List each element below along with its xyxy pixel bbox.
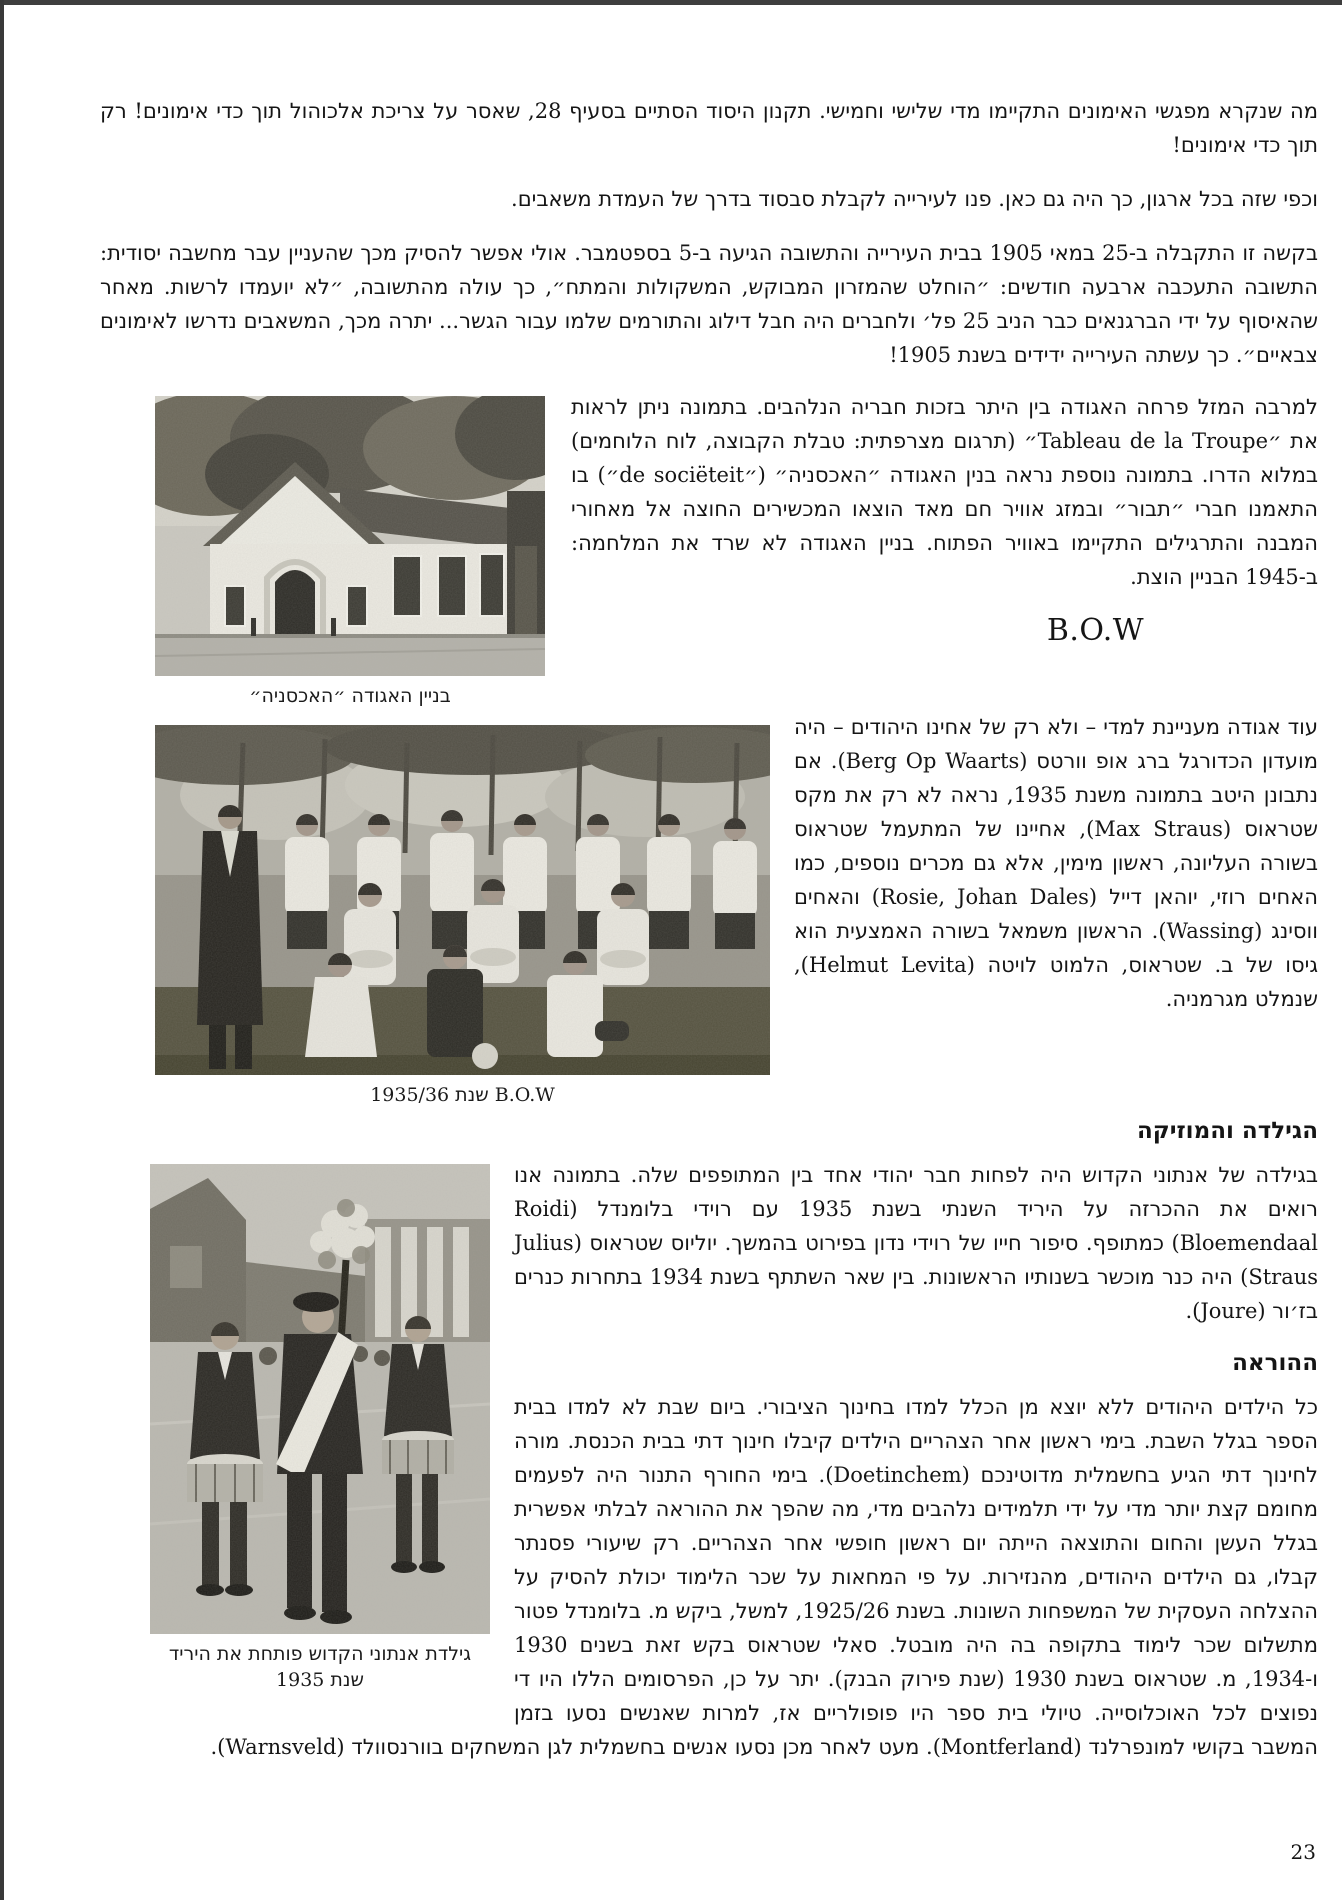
teaching-heading: ההוראה (1232, 1349, 1318, 1376)
association-paragraph: למרבה המזל פרחה האגודה בין היתר בזכות חבריה הנלהבים. בתמונה ניתן לראות את ״Tableau de la Troupe״ (תרגום מצרפתית: טבלת הקבוצה, לוח הלוחמים) במלוא הדרו. בתמונה נוספת נראה בנין האגודה ״האכסניה״ (״de sociëteit״) בו התאמנו חברי ״תבור״ ובמזג אוויר חם מאד הוצאו המכשירים החוצה אל מאחורי המבנה והתרגילים התקיימו באוויר הפתוח. בניין האגודה לא שרד את המלחמה: ב-1945 הבניין הוצת. (571, 395, 1318, 589)
bow-heading: B.O.W (1046, 614, 1145, 648)
parade-photo-figure (150, 1164, 490, 1693)
bow-paragraph: עוד אגודה מעניינת למדי – ולא רק של אחינו היהודים – היה מועדון הכדורגל ברג אופ וורטס (Berg Op Waarts). אם נתבונן היטב בתמונה משנת 1935, נראה לא רק את מקס שטראוס (Max Straus), אחיינו של המתעמל שטראוס בשורה העליונה, ראשון מימין, אלא גם מכרים נוספים, כמו האחים רוזי, יוהאן דייל (Rosie, Johan Dales) והאחים ווסינג (Wassing). הראשון משמאל בשורה האמצעית הוא גיסו של ב. שטראוס, הלמוט לויטה (Helmut Levita), שנמלט מגרמניה. (794, 715, 1319, 1011)
building-photo-caption: בניין האגודה ״האכסניה״ (249, 685, 451, 707)
parade-caption-line2: שנת 1935 (276, 1669, 364, 1691)
building-photo (155, 396, 545, 676)
parade-photo (150, 1164, 490, 1634)
scan-edge-top (0, 0, 1342, 5)
building-photo-figure (155, 396, 545, 709)
guild-paragraph: בגילדה של אנתוני הקדוש היה לפחות חבר יהודי אחד בין המתופפים שלה. בתמונה אנו רואים את ההכרזה על היריד השנתי בשנת 1935 עם רוידי בלומנדל (Roidi Bloemendaal) כמתופף. סיפור חייו של רוידי נדון בפירוט בהמשך. יוליוס שטראוס (Julius Straus) היה כנר מוכשר בשנותיו הראשונות. בין שאר השתתף בשנת 1934 בתחרות כנרים בז׳ור (Joure). (514, 1163, 1319, 1323)
parade-caption-line1: גילדת אנתוני הקדוש פותחת את היריד (168, 1643, 472, 1665)
page-number: 23 (1290, 1840, 1316, 1864)
intro-paragraph-3: בקשה זו התקבלה ב-25 במאי 1905 בבית העירייה והתשובה הגיעה ב-5 בספטמבר. אולי אפשר להסיק מכך שהעניין עבר מחשבה יסודית: התשובה התעכבה ארבעה חודשים: ״הוחלט שהמזרון המבוקש, המשקולות והמתח״, כך עולה מהתשובה, ״לא יועמדו לרשות. מאחר שהאיסוף על ידי הברגנאים כבר הניב 25 פל׳ ולחברים היה חבל דילוג והתורמים שלמו עבור הגשר... יתרה מכך, המשאבים נדרשו לאימונים צבאיים״. כך עשתה העירייה ידידים בשנת 1905! (100, 241, 1318, 367)
team-photo (155, 725, 770, 1075)
scan-edge-left (0, 0, 4, 1900)
intro-paragraph-1: מה שנקרא מפגשי האימונים התקיימו מדי שלישי וחמישי. תקנון היסוד הסתיים בסעיף 28, שאסר על צריכת אלכוהול תוך כדי אימונים! רק תוך כדי אימונים! (100, 99, 1318, 157)
intro-paragraph-2: וכפי שזה בכל ארגון, כך היה גם כאן. פנו לעירייה לקבלת סבסוד בדרך של העמדת משאבים. (511, 187, 1318, 211)
team-photo-figure (155, 725, 770, 1108)
parade-photo-caption (150, 1634, 490, 1693)
team-photo-caption: B.O.W שנת 1935/36 (370, 1084, 555, 1106)
guild-heading: הגילדה והמוזיקה (1136, 1117, 1318, 1144)
teaching-paragraph: כל הילדים היהודים ללא יוצא מן הכלל למדו בחינוך הציבורי. ביום שבת לא למדו בבית הספר בגלל השבת. בימי ראשון אחר הצהריים הילדים קיבלו חינוך דתי בבית הכנסת. מורה לחינוך דתי הגיע בחשמלית מדוטינכם (Doetinchem). בימי החורף התנור היה לפעמים מחומם קצת יותר מדי על ידי תלמידים נלהבים מדי, מה שהפך את ההוראה לבלתי אפשרית בגלל העשן והחום והתוצאה הייתה יום ראשון חופשי אחר הצהריים. רק שיעורי פסנתר קבלו, גם הילדים היהודים, מהנזירות. על פי המחאות על שכר הלימוד יכולת להסיק על ההצלחה העסקית של המשפחות השונות. בשנת 1925/26, למשל, ביקש מ. בלומנדל פטור מתשלום שכר לימוד בתקופה בה היה מובטל. סאלי שטראוס בקש זאת בשנים 1930 ו-1934, מ. שטראוס בשנת 1930 (שנת פירוק הבנק). יתר על כן, הפרסומים הללו היו די נפוצים לכל האוכלוסייה. טיולי בית ספר היו פופולריים אז, למרות שאנשים נסעו בזמן המשבר בקושי למונפרלנד (Montferland). מעט לאחר מכן נסעו אנשים בחשמלית לגן המשחקים בוורנסוולד (Warnsveld). (210, 1395, 1319, 1759)
